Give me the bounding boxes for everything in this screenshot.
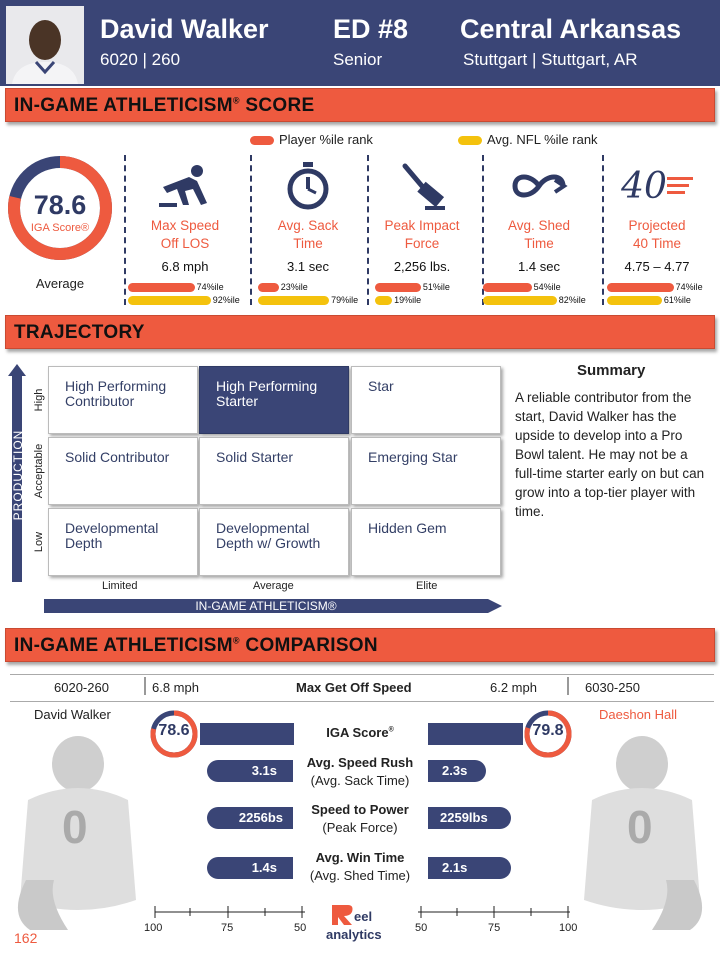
hammer-icon [397,160,447,212]
page-number: 162 [14,930,38,946]
right-speed-rush-bar: 2.3s [428,760,486,782]
trajectory-cell: Developmental Depth w/ Growth [199,508,349,576]
infinity-loop-icon [509,171,569,201]
x-axis-title: IN-GAME ATHLETICISM® [195,599,337,613]
logo-analytics-text: analytics [326,927,382,942]
percentile-bar-nfl [258,296,329,305]
percentile-bar-nfl [607,296,662,305]
metric-max-speed [129,160,241,274]
percentile-bar-player [375,283,421,292]
section-trajectory [5,315,715,349]
percentile-bar-nfl [375,296,392,305]
registered-mark: ® [232,635,240,646]
trajectory-cell: High Performing Contributor [48,366,198,434]
right-iga-bar [428,723,523,745]
percentile-label-nfl: 92%ile [212,295,240,305]
left-jersey-number: 0 [62,801,88,853]
left-iga-value: 78.6 [158,722,190,739]
compare-subtitle: (Avg. Sack Time) [310,773,410,788]
percentile-label-player: 51%ile [422,282,450,292]
metric-peak-impact-force [366,160,478,274]
right-speed-to-power-bar: 2259lbs [428,807,511,829]
right-get-off-speed: 6.2 mph [490,680,537,695]
iga-score-compare-label [300,725,420,740]
percentile-bar-player [258,283,279,292]
percentile-bar-player [483,283,532,292]
iga-rating: Average [35,276,85,291]
metric-label: Avg. Sack [277,218,339,233]
trajectory-cell: Solid Contributor [48,437,198,505]
compare-label-speed-rush [290,754,430,790]
right-win-time-bar: 2.1s [428,857,511,879]
metric-label: Off LOS [160,236,210,251]
y-level-low: Low [33,531,45,553]
right-iga-value: 79.8 [532,722,564,739]
section-title: TRAJECTORY [14,322,145,343]
percentile-bar-player [607,283,674,292]
metric-projected-40-time [601,160,713,274]
metric-avg-sack-time [252,160,364,274]
section-iga-score [5,88,715,122]
y-axis-title: PRODUCTION [11,429,25,521]
reel-analytics-logo [326,903,396,949]
scale-tick: 75 [221,922,234,934]
metric-value: 4.75 – 4.77 [624,259,690,274]
scale-tick: 100 [144,922,163,934]
section-comparison [5,628,715,662]
metric-value: 2,256 lbs. [393,259,451,274]
scale-tick: 50 [294,922,307,934]
left-speed-rush-bar: 3.1s [207,760,293,782]
section-title: IN-GAME ATHLETICISM [14,635,233,656]
y-level-high: High [33,388,45,412]
height-weight: 6020 | 260 [100,50,181,69]
metric-label: Time [524,236,554,251]
compare-subtitle: (Peak Force) [322,820,398,835]
left-speed-to-power-bar: 2256bs [207,807,293,829]
metric-value: 6.8 mph [161,259,209,274]
scale-tick: 75 [488,922,501,934]
section-title-suffix: SCORE [239,95,315,116]
compare-label-win-time [290,849,430,885]
percentile-label-player: 23%ile [280,282,308,292]
trajectory-cell: Hidden Gem [351,508,501,576]
left-win-time-bar: 1.4s [207,857,293,879]
compare-title: Avg. Win Time [315,850,405,865]
right-measurables: 6030-250 [585,680,640,695]
trajectory-cell: Solid Starter [199,437,349,505]
percentile-label-nfl: 82%ile [558,295,586,305]
player-header [0,0,720,86]
left-measurables: 6020-260 [54,680,109,695]
percentile-label-nfl: 61%ile [663,295,691,305]
trajectory-cell: Emerging Star [351,437,501,505]
metric-label: Time [293,236,323,251]
stopwatch-icon [286,162,330,210]
speed-lines-icon [667,174,693,198]
forty-icon-text: 40 [621,165,667,207]
registered-mark: ® [388,726,394,734]
left-player-name: David Walker [34,707,111,722]
section-title: IN-GAME ATHLETICISM [14,95,233,116]
percentile-bar-player [128,283,195,292]
compare-subtitle: (Avg. Shed Time) [309,868,411,883]
compare-label-speed-to-power [290,801,430,837]
class-year: Senior [333,50,383,69]
reel-r-icon [330,903,354,927]
right-player-name: Daeshon Hall [599,707,678,722]
right-jersey-number: 0 [627,801,653,853]
trajectory-cell: Star [351,366,501,434]
divider [567,677,569,695]
iga-label-text: IGA Score [326,725,389,740]
legend-player [250,132,373,147]
forty-icon [601,160,713,212]
compare-title: Avg. Speed Rush [306,755,414,770]
scale-tick: 50 [415,922,428,934]
metric-label: Max Speed [150,218,220,233]
trajectory-cell-highlighted: High Performing Starter [199,366,349,434]
summary-title: Summary [577,362,646,379]
metric-value: 3.1 sec [287,259,329,274]
percentile-label-player: 74%ile [196,282,224,292]
legend-nfl [458,132,598,147]
x-level-limited: Limited [102,580,138,592]
summary-text: A reliable contributor from the start, David Walker has the upside to develop into a Pro Bowl talent. He may not be a full-time starter early on but can grow into a top-tier player with time. [515,390,705,519]
runner-start-icon [155,163,215,209]
registered-mark: ® [232,95,240,106]
y-level-acceptable: Acceptable [33,443,45,499]
divider [124,155,126,305]
x-level-elite: Elite [416,580,438,592]
player-headshot [6,6,84,84]
hometown: Stuttgart | Stuttgart, AR [463,50,638,69]
percentile-bar-nfl [483,296,557,305]
percentile-label-nfl: 19%ile [394,295,422,305]
legend-swatch-nfl [458,136,482,145]
metric-avg-shed-time [483,160,595,274]
metric-label: Avg. Shed [507,218,571,233]
metric-value: 1.4 sec [518,259,560,274]
logo-reel-text: eel [354,909,373,924]
percentile-bar-nfl [128,296,211,305]
trajectory-cell: Developmental Depth [48,508,198,576]
left-iga-bar [200,723,294,745]
iga-score-label: IGA Score® [30,222,90,234]
player-position: ED #8 [333,14,409,44]
metric-label: 40 Time [632,236,682,251]
percentile-label-player: 54%ile [533,282,561,292]
scale-tick: 100 [559,922,578,934]
get-off-speed-title: Max Get Off Speed [296,680,412,695]
player-name: David Walker [100,14,269,44]
legend-label-player: Player %ile rank [279,132,373,147]
percentile-label-player: 74%ile [675,282,703,292]
metric-label: Force [404,236,440,251]
x-level-average: Average [253,580,294,592]
section-title-suffix: COMPARISON [239,635,378,656]
school-name: Central Arkansas [460,14,682,44]
legend-label-nfl: Avg. NFL %ile rank [487,132,598,147]
percentile-label-nfl: 79%ile [331,295,359,305]
left-get-off-speed: 6.8 mph [152,680,199,695]
metric-label: Peak Impact [384,218,460,233]
divider [144,677,146,695]
compare-title: Speed to Power [311,802,409,817]
legend-swatch-player [250,136,274,145]
metric-label: Projected [628,218,686,233]
iga-score-value: 78.6 [33,190,87,220]
comparison-header-row [10,674,714,702]
